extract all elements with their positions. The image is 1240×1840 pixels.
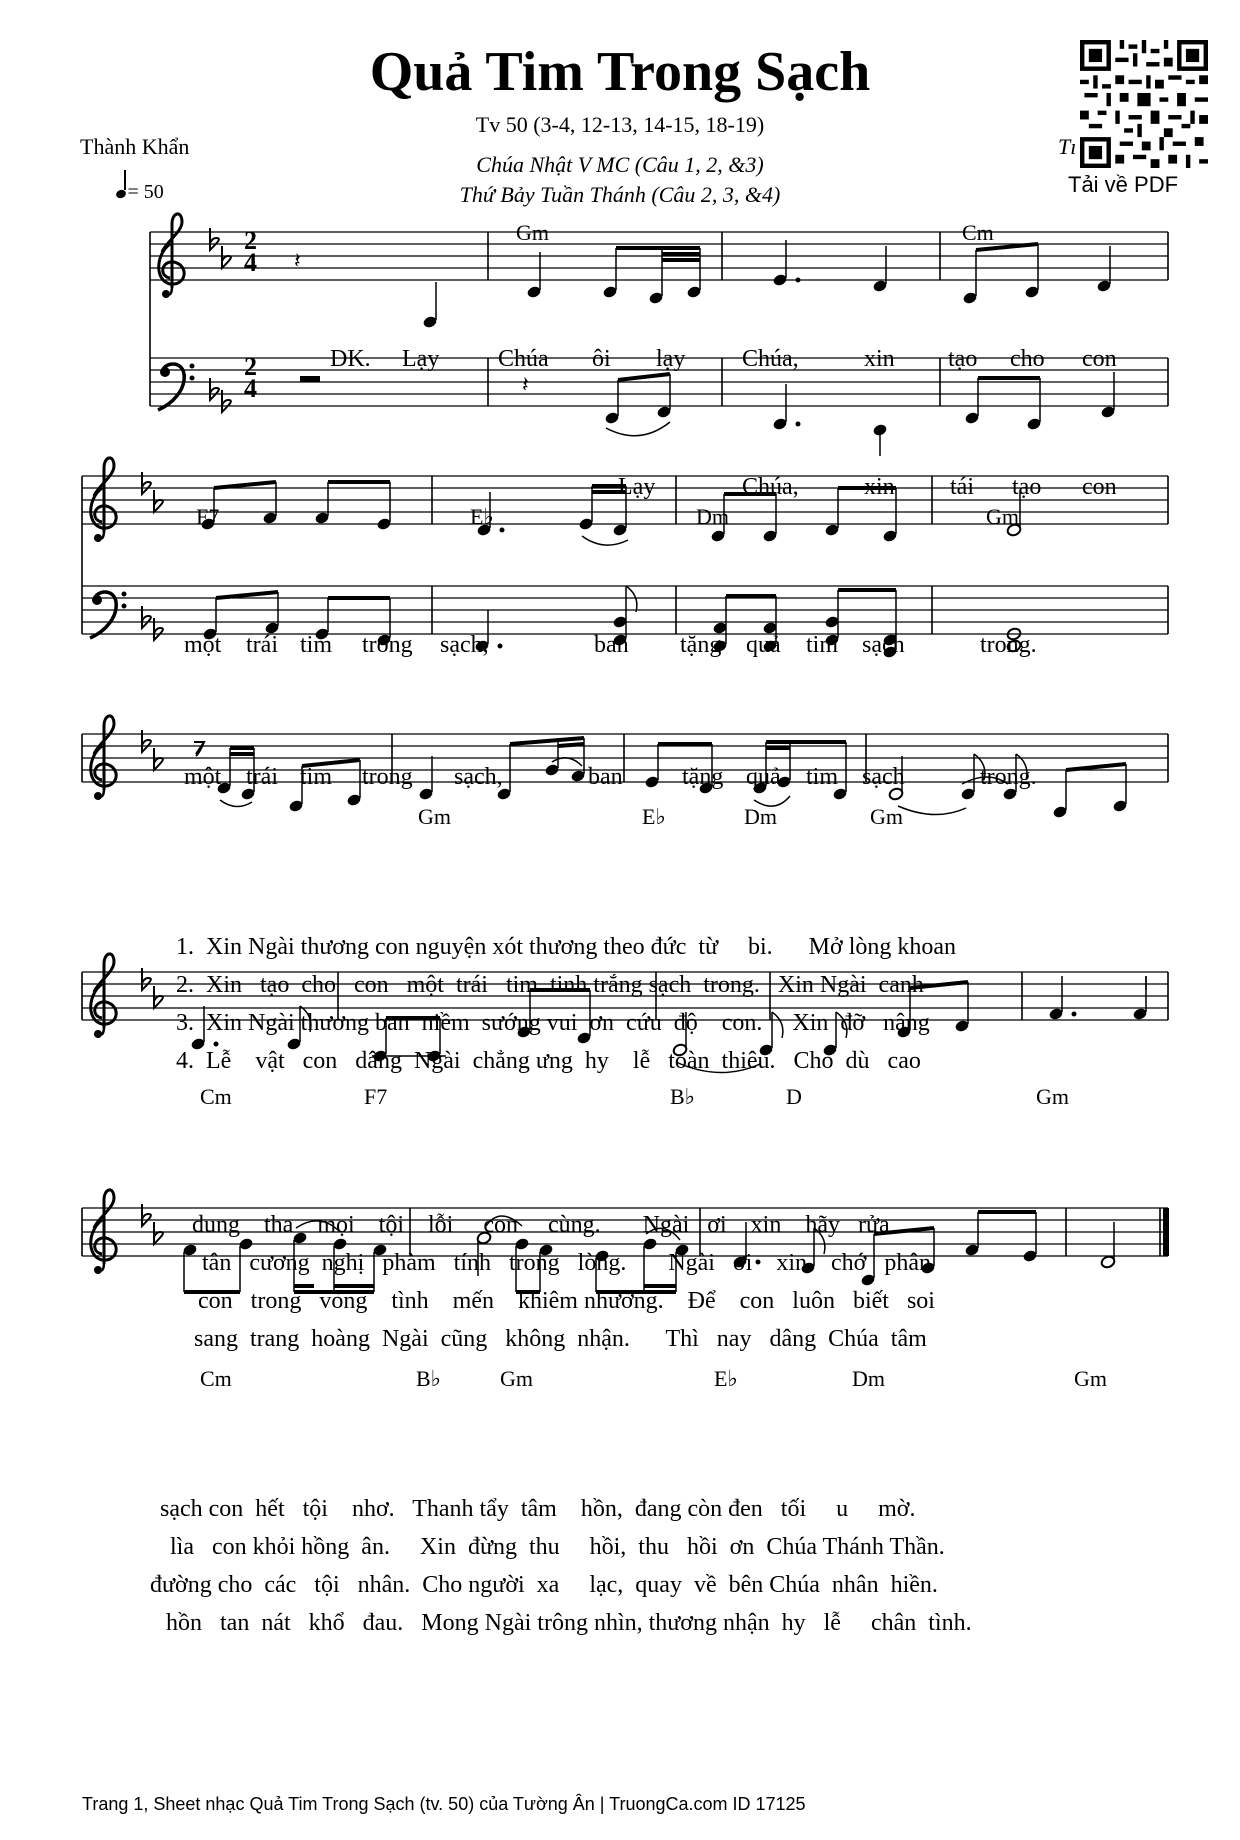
lyric-syllable: sạch, xyxy=(440,632,489,658)
lyric-syllable: Chúa, xyxy=(742,474,799,500)
verse-1-line: sạch con hết tội nhơ. Thanh tẩy tâm hồn, đang còn đen tối u mờ. xyxy=(160,1496,916,1522)
lyric-syllable: ôi xyxy=(592,346,611,372)
lyric-syllable: cho xyxy=(1010,346,1045,372)
lyric-syllable: một xyxy=(184,632,222,658)
lyric-syllable: trái xyxy=(246,764,278,790)
verse-4-line: sang trang hoàng Ngài cũng không nhận. Thì nay dâng Chúa tâm xyxy=(194,1326,927,1352)
chord-symbol: Dm xyxy=(744,804,777,829)
chord-symbol: Cm xyxy=(200,1366,232,1391)
chord-symbol: E♭ xyxy=(714,1366,738,1391)
lyric-syllable: Lạy xyxy=(402,346,440,372)
lyric-syllable: xin xyxy=(864,474,895,500)
page-footer: Trang 1, Sheet nhạc Quả Tim Trong Sạch (tv. 50) của Tường Ân | TruongCa.com ID 17125 xyxy=(82,1794,806,1814)
chord-symbol: Gm xyxy=(418,804,451,829)
lyric-syllable: ban xyxy=(588,764,623,790)
music-score: 2 4 𝄽 𝄽 Gm Cm F7 E♭ Dm Gm Gm E♭ Dm Gm Cm F7 B♭ D Gm Cm B♭ Gm E♭ Dm Gm ĐK. Lạy Chúa ôi lạy Chúa, xin tạo cho con Lạy Chúa, xin tái tạo con một trái tim trong sạch, ban tặng quả tim sạch trong. một trái tim trong sạch, ban tặng quả tim sạch trong. 1. Xin Ngài thương con nguyện xót thương theo đức từ bi. Mở lòng khoan 2. Xin tạo cho con một trái tim tinh trắng sạch trong. Xin Ngài canh 3. Xin Ngài thương ban niềm sướng vui ơn cứu độ con. Xin đỡ nâng 4. Lễ vật con dâng Ngài chẳng ưng hy lễ toàn thiêu. Cho dù cao dung tha mọi tội lỗi con cùng. Ngài ơi xin hãy rửa tân cương nghị phàm tính trong lòng. Ngài ơi xin chớ phân con trong vòng tình mến khiêm nhường. Để con luôn biết soi sang trang hoàng Ngài cũng không nhận. Thì nay dâng Chúa tâm sạch con hết tội nhơ. Thanh tẩy tâm hồn, đang còn đen tối u mờ. lìa con khỏi hồng ân. Xin đừng thu hồi, thu hồi ơn Chúa Thánh Thần. đường cho các tội nhân. Cho người xa lạc, quay về bên Chúa nhân hiền. hồn tan nát khổ đau. Mong Ngài trông nhìn, thương nhận hy lễ chân tình. xyxy=(0,0,1240,1840)
svg-text:𝄽: 𝄽 xyxy=(522,372,529,397)
lyric-syllable: trong. xyxy=(980,764,1037,790)
verse-2-line: tân cương nghị phàm tính trong lòng. Ngài ơi xin chớ phân xyxy=(202,1250,931,1276)
arranger-name: Tı xyxy=(1058,134,1077,159)
song-title: Quả Tim Trong Sạch xyxy=(369,41,871,103)
lyric-syllable: tạo xyxy=(948,346,978,372)
lyric-syllable: Chúa, xyxy=(742,346,799,372)
lyric-syllable: tặng xyxy=(680,632,722,658)
lyric-syllable: tim xyxy=(300,764,333,790)
lyric-syllable: quả xyxy=(746,764,781,790)
verse-4-line: hồn tan nát khổ đau. Mong Ngài trông nhìn, thương nhận hy lễ chân tình. xyxy=(166,1610,972,1636)
lyric-syllable: lạy xyxy=(656,346,686,372)
lyric-syllable: một xyxy=(184,764,222,790)
lyric-syllable: tim xyxy=(300,632,333,658)
lyric-syllable: ban xyxy=(594,632,629,658)
verse-3-line: đường cho các tội nhân. Cho người xa lạc, quay về bên Chúa nhân hiền. xyxy=(150,1572,938,1598)
lyric-syllable: quả xyxy=(746,632,781,658)
chord-symbol: E♭ xyxy=(642,804,666,829)
lyric-syllable: tái xyxy=(950,474,974,500)
chord-symbol: B♭ xyxy=(416,1366,442,1391)
verse-3-line: 3. Xin Ngài thương ban niềm sướng vui ơn cứu độ con. Xin đỡ nâng xyxy=(176,1010,930,1036)
chord-symbol: E♭ xyxy=(470,504,494,529)
chord-symbol: Gm xyxy=(1074,1366,1107,1391)
chord-symbol: Dm xyxy=(696,504,729,529)
lyric-syllable: xin xyxy=(864,346,895,372)
lyric-syllable: tim xyxy=(806,632,839,658)
chord-symbol: Gm xyxy=(500,1366,533,1391)
chord-symbol: Gm xyxy=(516,220,549,245)
verse-2-line: 2. Xin tạo cho con một trái tim tinh trắng sạch trong. Xin Ngài canh xyxy=(176,972,924,998)
download-pdf-link[interactable]: Tải về PDF xyxy=(1068,172,1179,197)
lyric-syllable: trong xyxy=(362,764,413,790)
chord-symbol: F7 xyxy=(364,1084,388,1109)
lyric-syllable: sạch xyxy=(862,764,905,790)
chord-symbol: D xyxy=(786,1084,802,1109)
lyric-syllable: ĐK. xyxy=(330,346,371,372)
chord-symbol: Gm xyxy=(986,504,1019,529)
chord-symbol: Gm xyxy=(870,804,903,829)
chord-symbol: Cm xyxy=(200,1084,232,1109)
lyric-syllable: Lạy xyxy=(618,474,656,500)
occasion-line-2: Thứ Bảy Tuần Thánh (Câu 2, 3, &4) xyxy=(459,182,781,207)
lyric-syllable: tặng xyxy=(682,764,724,790)
lyric-syllable: sạch, xyxy=(454,764,503,790)
tempo-marking: = 50 xyxy=(116,178,164,204)
lyric-syllable: con xyxy=(1082,474,1117,500)
verse-3-line: con trong vòng tình mến khiêm nhường. Để con luôn biết soi xyxy=(198,1288,935,1314)
chord-symbol: B♭ xyxy=(670,1084,696,1109)
lyric-syllable: trái xyxy=(246,632,278,658)
lyric-syllable: trong xyxy=(362,632,413,658)
psalm-reference: Tv 50 (3-4, 12-13, 14-15, 18-19) xyxy=(475,112,765,137)
chord-symbol: Dm xyxy=(852,1366,885,1391)
lyric-syllable: sạch xyxy=(862,632,905,658)
occasion-line-1: Chúa Nhật V MC (Câu 1, 2, &3) xyxy=(476,152,764,177)
lyric-syllable: tạo xyxy=(1012,474,1042,500)
svg-text:𝄽: 𝄽 xyxy=(294,248,301,273)
verse-1-line: dung tha mọi tội lỗi con cùng. Ngài ơi xin hãy rửa xyxy=(192,1212,890,1238)
lyric-syllable: trong. xyxy=(980,632,1037,658)
lyric-syllable: con xyxy=(1082,346,1117,372)
verse-1-line: 1. Xin Ngài thương con nguyện xót thương theo đức từ bi. Mở lòng khoan xyxy=(176,934,957,960)
lyric-syllable: tim xyxy=(806,764,839,790)
verse-4-line: 4. Lễ vật con dâng Ngài chẳng ưng hy lễ toàn thiêu. Cho dù cao xyxy=(176,1048,921,1074)
composer-name: Thành Khẩn xyxy=(80,134,190,159)
verse-2-line: lìa con khỏi hồng ân. Xin đừng thu hồi, thu hồi ơn Chúa Thánh Thần. xyxy=(170,1534,945,1560)
chord-symbol: Gm xyxy=(1036,1084,1069,1109)
chord-symbol: Cm xyxy=(962,220,994,245)
chord-symbol: F7 xyxy=(196,504,220,529)
lyric-syllable: Chúa xyxy=(498,346,549,372)
